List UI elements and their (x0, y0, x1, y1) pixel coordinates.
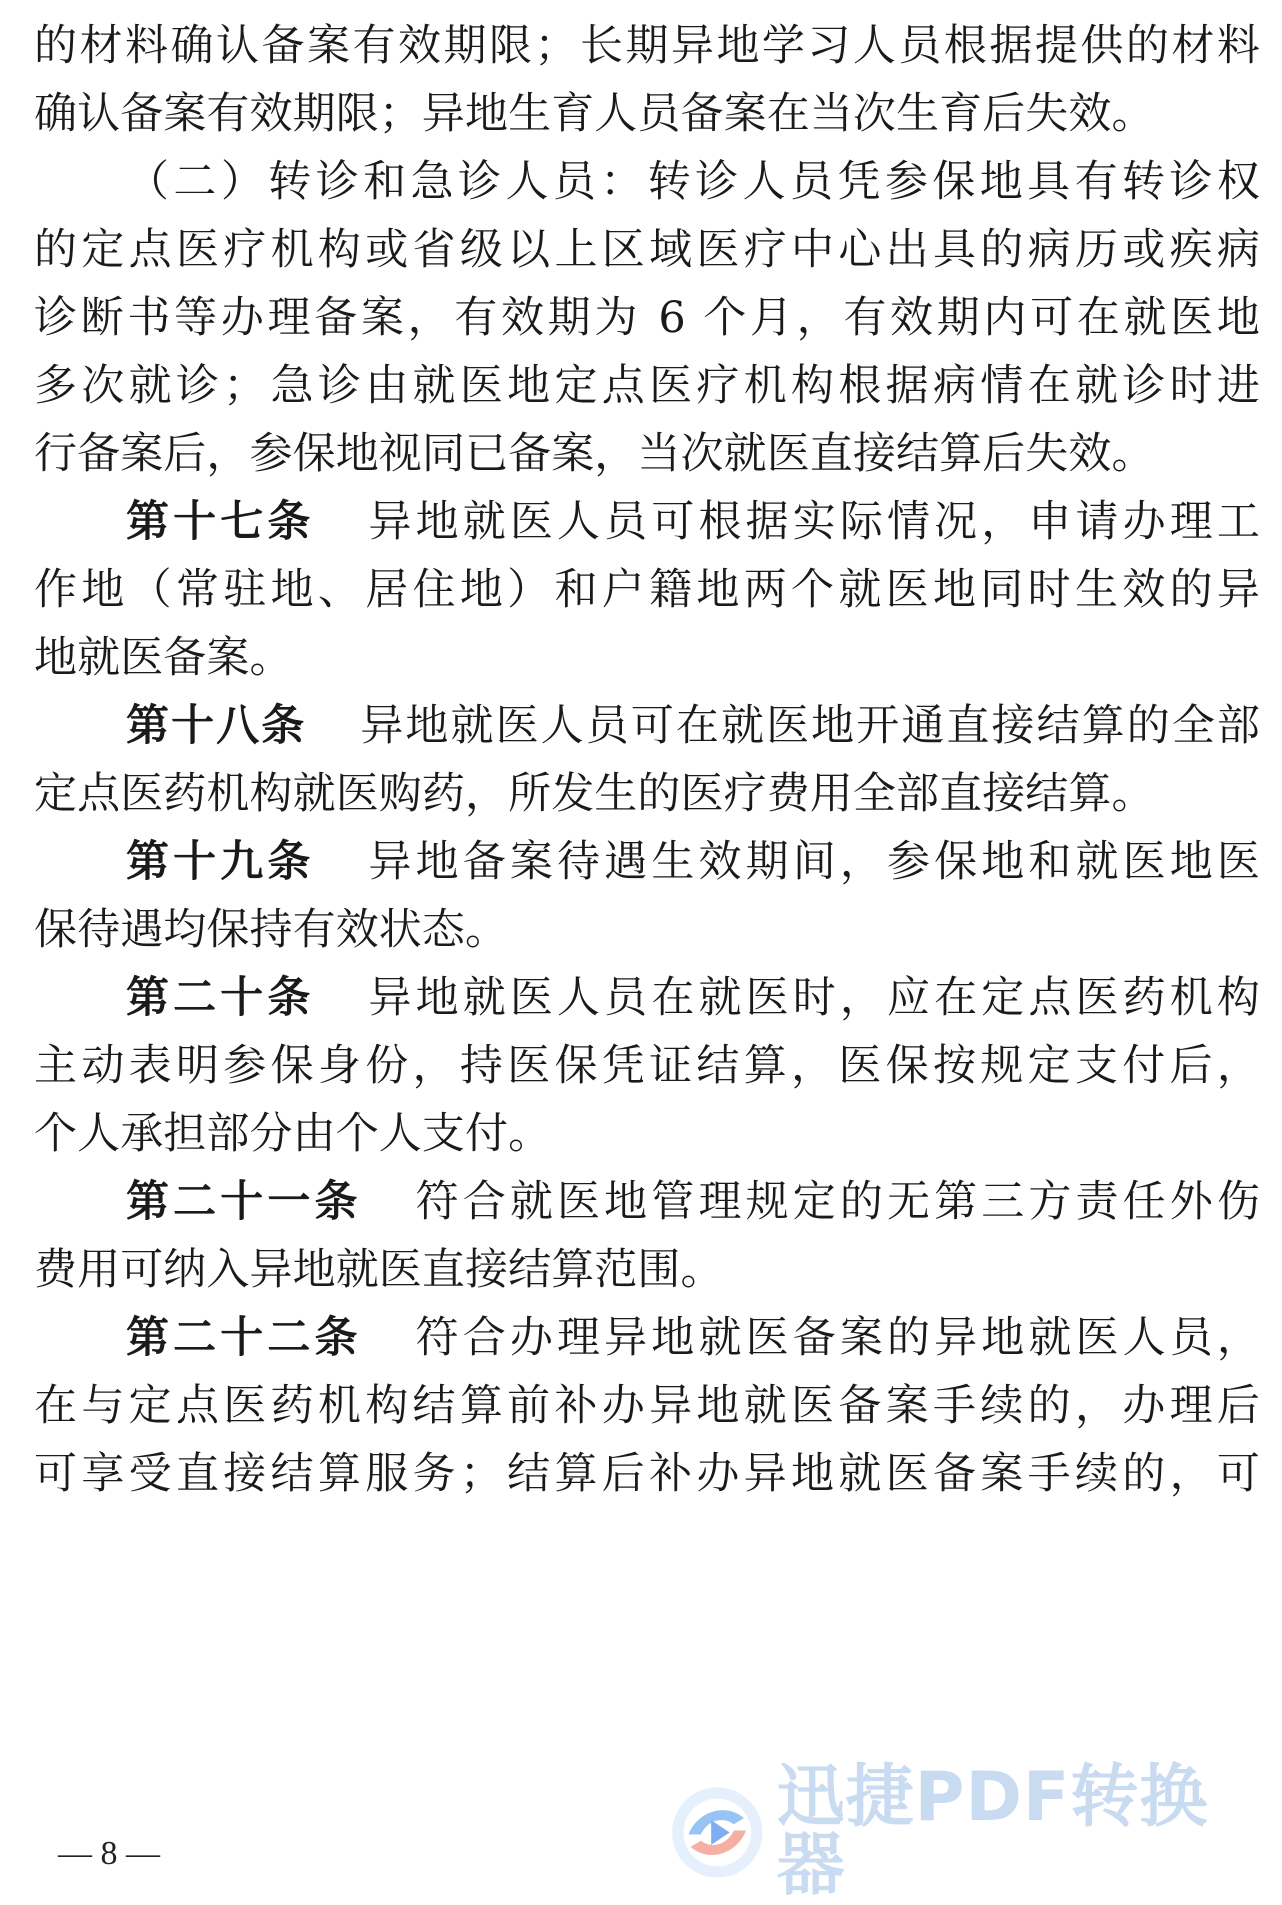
text-line-21: 在与定点医药机构结算前补办异地就医备案手续的，办理后 (34, 1381, 1260, 1431)
watermark-text: 迅捷PDF转换器 (776, 1758, 1209, 1905)
article-18-title: 第十八条 (126, 703, 307, 750)
text-line-9: 作地（常驻地、居住地）和户籍地两个就医地同时生效的异 (34, 565, 1260, 615)
pdf-converter-logo-icon (666, 1780, 769, 1885)
article-18-text: 异地就医人员可在就医地开通直接结算的全部 (360, 701, 1261, 751)
article-22-title: 第二十二条 (126, 1315, 362, 1362)
text-line-7: 行备案后，参保地视同已备案，当次就医直接结算后失效。 (34, 429, 1155, 479)
article-21-title: 第二十一条 (126, 1179, 362, 1226)
text-line-22: 可享受直接结算服务；结算后补办异地就医备案手续的，可 (34, 1449, 1260, 1499)
article-17-title: 第十七条 (126, 499, 315, 546)
article-20-text: 异地就医人员在就医时，应在定点医药机构 (368, 973, 1260, 1023)
text-line-16: 主动表明参保身份，持医保凭证结算，医保按规定支付后， (34, 1041, 1260, 1091)
text-line-4: 的定点医疗机构或省级以上区域医疗中心出具的病历或疾病 (34, 225, 1260, 275)
article-19-title: 第十九条 (126, 839, 315, 886)
text-line-17: 个人承担部分由个人支付。 (34, 1109, 552, 1159)
text-line-14: 保待遇均保持有效状态。 (34, 905, 509, 955)
text-line-5: 诊断书等办理备案，有效期为 6 个月，有效期内可在就医地 (34, 293, 1260, 343)
text-line-2: 确认备案有效期限；异地生育人员备案在当次生育后失效。 (34, 89, 1155, 139)
text-line-1: 的材料确认备案有效期限；长期异地学习人员根据提供的材料 (34, 21, 1260, 71)
article-17-text: 异地就医人员可根据实际情况，申请办理工 (368, 497, 1260, 547)
watermark (666, 1758, 1266, 1905)
article-22-text: 符合办理异地就医备案的异地就医人员， (415, 1313, 1260, 1363)
text-line-10: 地就医备案。 (34, 633, 293, 683)
text-line-6: 多次就诊；急诊由就医地定点医疗机构根据病情在就诊时进 (34, 361, 1260, 411)
page-number: — 8 — (58, 1835, 160, 1872)
text-line-3: （二）转诊和急诊人员：转诊人员凭参保地具有转诊权 (126, 157, 1260, 207)
article-21-text: 符合就医地管理规定的无第三方责任外伤 (415, 1177, 1260, 1227)
article-19-text: 异地备案待遇生效期间，参保地和就医地医 (368, 837, 1260, 887)
article-20-title: 第二十条 (126, 975, 315, 1022)
text-line-12: 定点医药机构就医购药，所发生的医疗费用全部直接结算。 (34, 769, 1155, 819)
text-line-19: 费用可纳入异地就医直接结算范围。 (34, 1245, 724, 1295)
